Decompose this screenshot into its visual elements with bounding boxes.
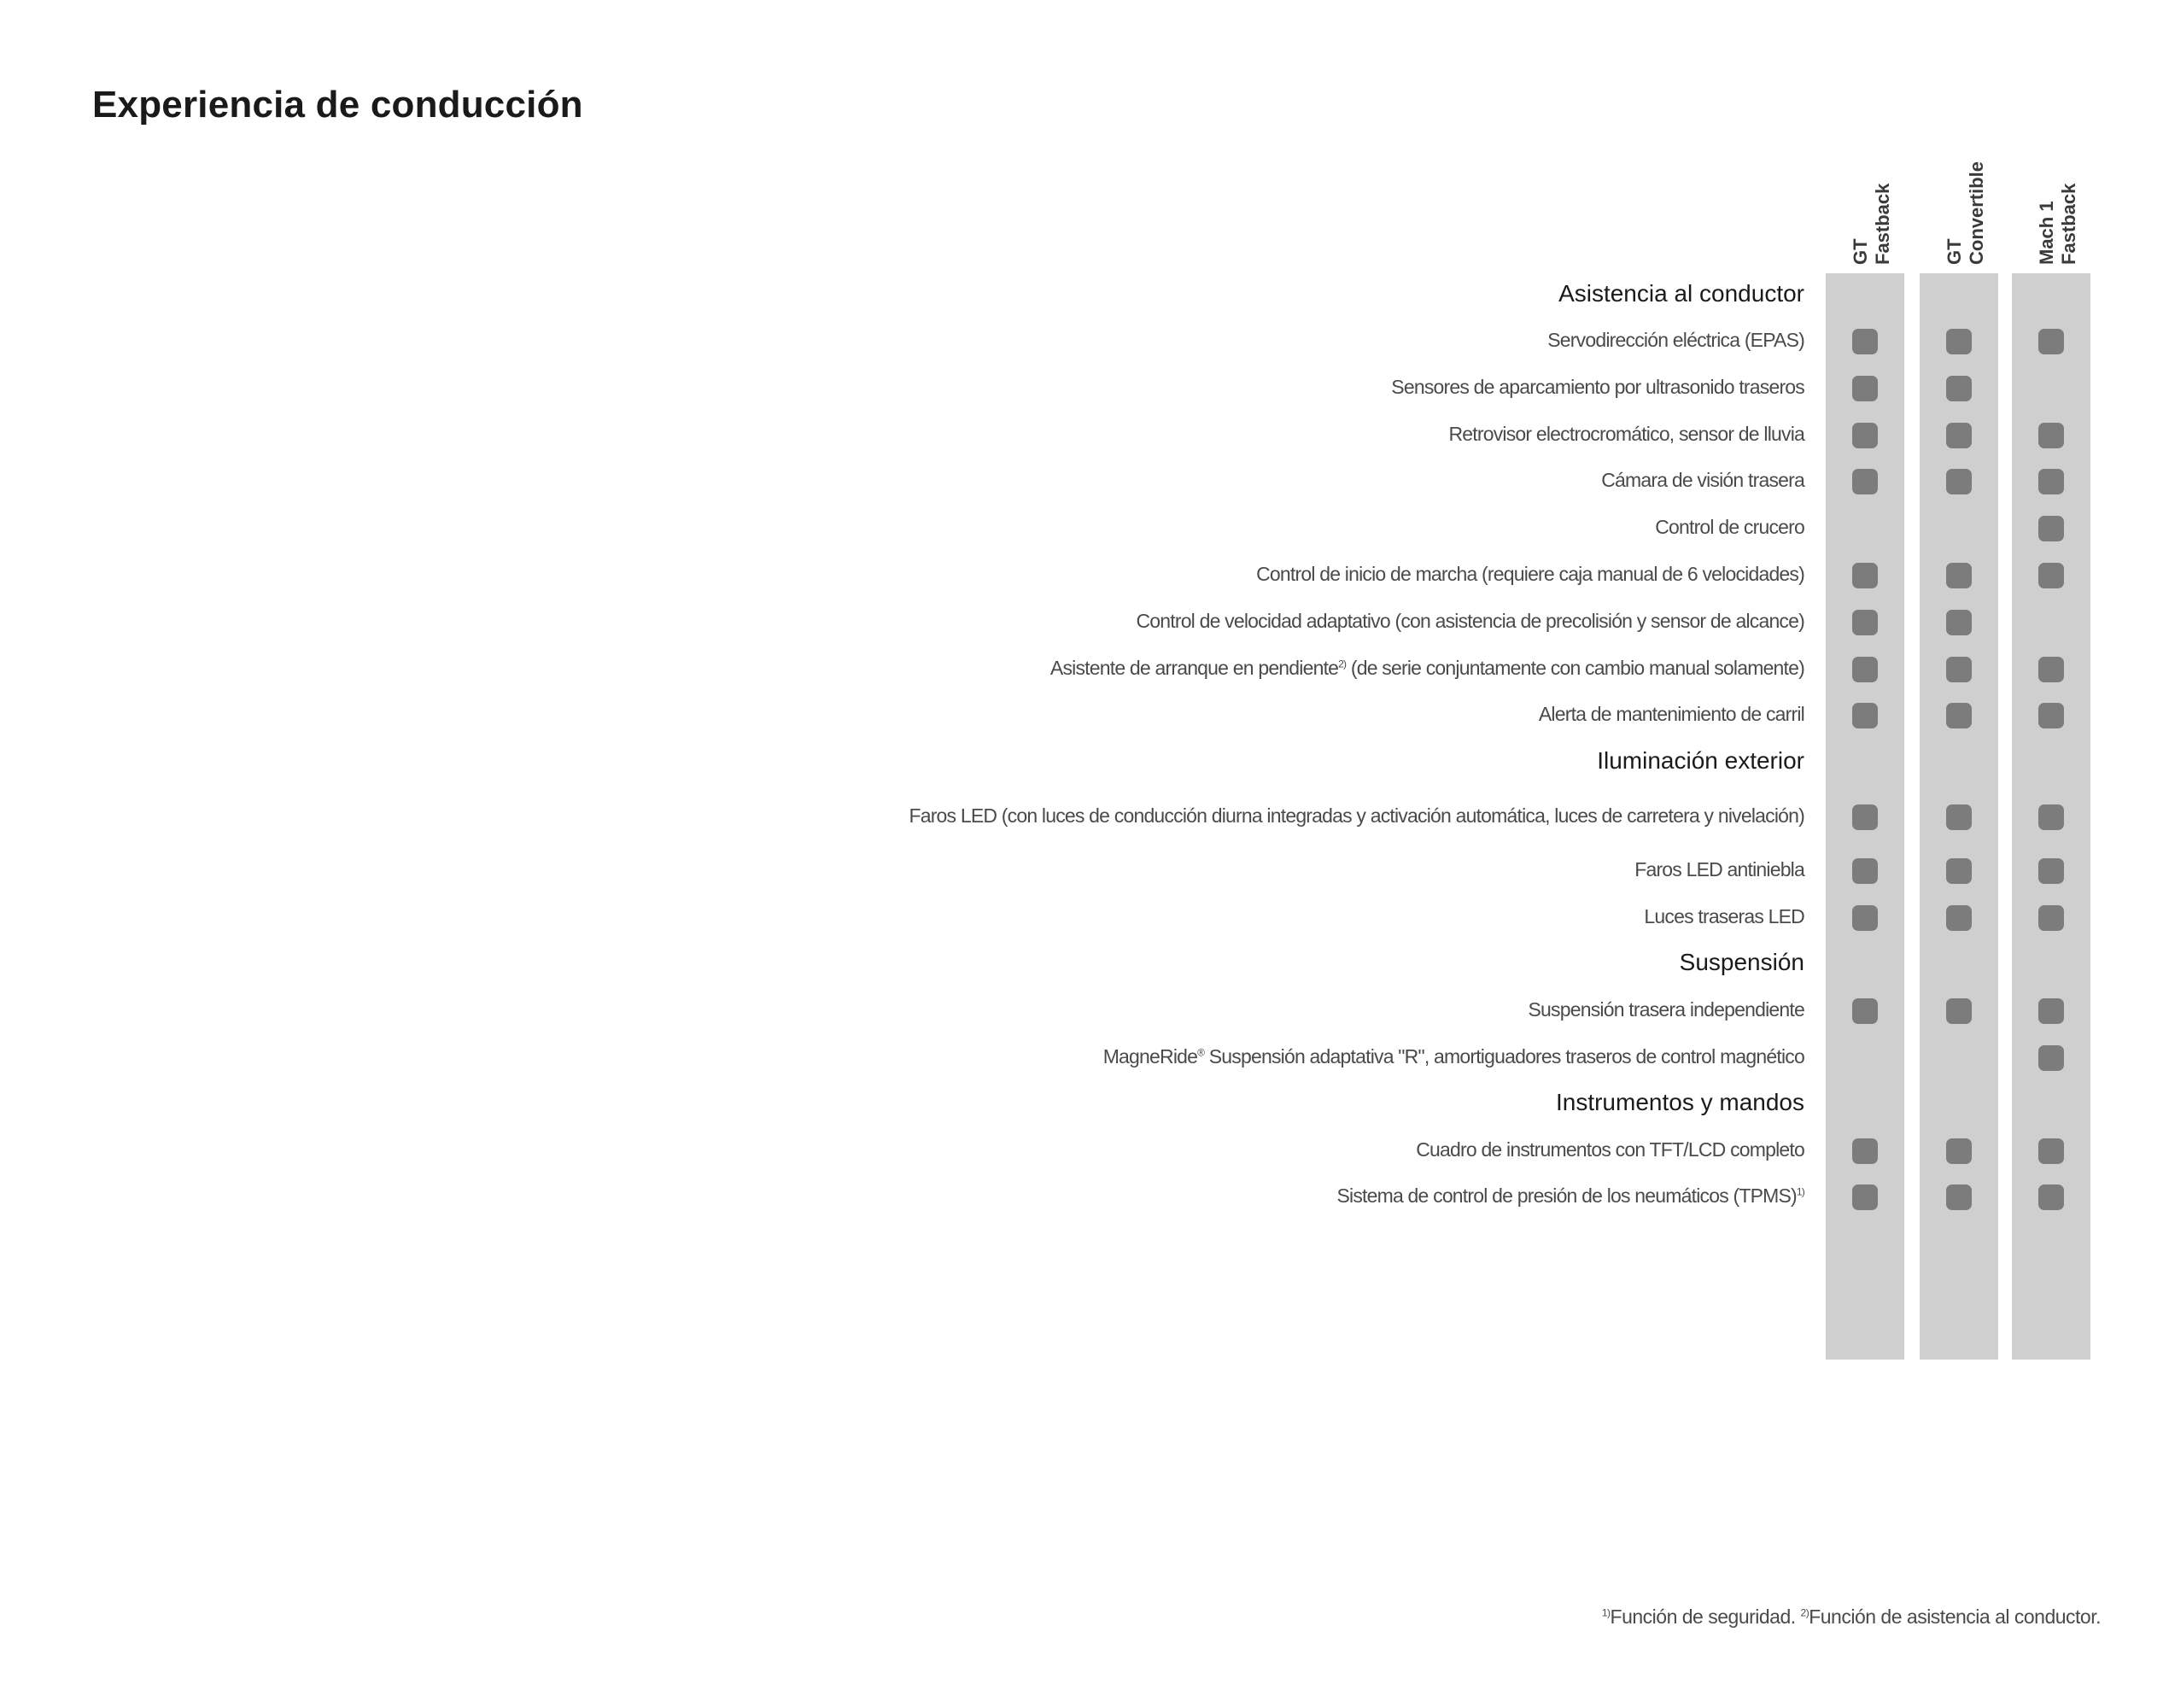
availability-marker-col-2: [1946, 703, 1972, 728]
section-heading: Suspensión: [1679, 949, 1804, 975]
availability-marker-col-3: [2038, 516, 2064, 541]
availability-marker-col-1: [1852, 469, 1878, 494]
availability-marker-col-3: [2038, 998, 2064, 1024]
availability-marker-col-3: [2038, 1138, 2064, 1164]
availability-marker-col-2: [1946, 1184, 1972, 1210]
footnote: [1602, 1606, 2101, 1629]
feature-label-superscript: 2): [1338, 658, 1347, 670]
column-header-line2: Fastback: [1872, 183, 1893, 265]
availability-marker-col-1: [1852, 610, 1878, 635]
feature-label-superscript: 1): [1796, 1185, 1804, 1198]
footnote-2-text: Función de asistencia al conductor.: [1809, 1606, 2101, 1628]
availability-marker-col-1: [1852, 329, 1878, 354]
availability-marker-col-1: [1852, 998, 1878, 1024]
feature-label-text: Cuadro de instrumentos con TFT/LCD completo: [1416, 1138, 1804, 1161]
availability-marker-col-2: [1946, 469, 1972, 494]
column-header-2: [1920, 94, 1998, 265]
column-header-line2: Convertible: [1966, 161, 1987, 265]
feature-label-text: Alerta de mantenimiento de carril: [1538, 703, 1804, 725]
footnote-1-mark: 1): [1601, 1606, 1611, 1619]
section-heading: Asistencia al conductor: [1558, 280, 1804, 307]
availability-marker-col-3: [2038, 563, 2064, 588]
feature-label: [1655, 516, 1804, 539]
column-header-line1: GT: [1850, 238, 1871, 265]
availability-marker-col-3: [2038, 329, 2064, 354]
availability-marker-col-1: [1852, 1184, 1878, 1210]
availability-marker-col-1: [1852, 563, 1878, 588]
availability-marker-col-3: [2038, 1045, 2064, 1071]
feature-label: [1547, 329, 1804, 352]
feature-label: [1336, 1184, 1804, 1208]
availability-marker-col-1: [1852, 858, 1878, 884]
feature-label: [1050, 657, 1804, 680]
footnote-1-text: Función de seguridad.: [1610, 1606, 1796, 1628]
feature-label-text: Asistente de arranque en pendiente: [1049, 657, 1339, 679]
feature-label-superscript: ®: [1197, 1046, 1205, 1059]
feature-label-text: Cámara de visión trasera: [1601, 469, 1804, 491]
feature-label: [1529, 998, 1805, 1021]
feature-label-text: Luces traseras LED: [1644, 905, 1804, 927]
availability-marker-col-1: [1852, 905, 1878, 931]
feature-label: [1256, 563, 1804, 586]
feature-label-text: Servodirección eléctrica (EPAS): [1547, 329, 1804, 351]
feature-label: [1539, 703, 1804, 726]
feature-label: [1601, 469, 1804, 492]
availability-marker-col-2: [1946, 905, 1972, 931]
availability-marker-col-3: [2038, 804, 2064, 830]
availability-marker-col-2: [1946, 376, 1972, 401]
feature-label-text: Faros LED (con luces de conducción diurna integradas y activación automática, luces de carretera y nivelación): [909, 804, 1804, 827]
page-title: Experiencia de conducción: [92, 84, 583, 126]
availability-marker-col-2: [1946, 1138, 1972, 1164]
feature-label-text: Control de velocidad adaptativo (con asistencia de precolisión y sensor de alcance): [1136, 610, 1804, 632]
column-header-line1: Mach 1: [2036, 201, 2057, 265]
availability-marker-col-1: [1852, 376, 1878, 401]
availability-marker-col-3: [2038, 657, 2064, 682]
availability-marker-col-3: [2038, 858, 2064, 884]
column-header-3: [2012, 94, 2090, 265]
feature-label-text: Faros LED antiniebla: [1634, 858, 1804, 880]
availability-marker-col-2: [1946, 563, 1972, 588]
column-header-line1: GT: [1944, 238, 1965, 265]
feature-label-text: Retrovisor electrocromático, sensor de lluvia: [1448, 423, 1804, 445]
feature-label: [1448, 423, 1804, 446]
availability-marker-col-3: [2038, 423, 2064, 448]
section-heading: Iluminación exterior: [1597, 747, 1804, 774]
availability-marker-col-3: [2038, 469, 2064, 494]
feature-label-suffix: (de serie conjuntamente con cambio manual solamente): [1346, 657, 1804, 679]
availability-marker-col-1: [1852, 1138, 1878, 1164]
availability-marker-col-2: [1946, 998, 1972, 1024]
feature-label-text: Control de crucero: [1655, 516, 1804, 538]
footnote-2-mark: 2): [1800, 1606, 1809, 1619]
availability-marker-col-3: [2038, 1184, 2064, 1210]
feature-label-text: Control de inicio de marcha (requiere caja manual de 6 velocidades): [1256, 563, 1804, 585]
availability-marker-col-2: [1946, 804, 1972, 830]
availability-marker-col-1: [1852, 657, 1878, 682]
availability-marker-col-2: [1946, 423, 1972, 448]
availability-marker-col-2: [1946, 329, 1972, 354]
feature-label: [1644, 905, 1804, 928]
feature-label-text: MagneRide: [1102, 1045, 1198, 1068]
feature-label-text: Sistema de control de presión de los neumáticos (TPMS): [1336, 1184, 1797, 1207]
feature-label: [1136, 610, 1804, 633]
feature-label: [1391, 376, 1804, 399]
availability-marker-col-1: [1852, 804, 1878, 830]
section-heading: Instrumentos y mandos: [1555, 1089, 1804, 1115]
feature-label-suffix: Suspensión adaptativa "R", amortiguadores traseros de control magnético: [1204, 1045, 1804, 1068]
availability-marker-col-3: [2038, 905, 2064, 931]
availability-marker-col-2: [1946, 657, 1972, 682]
feature-label: [1634, 858, 1804, 881]
feature-label: [909, 804, 1804, 828]
availability-marker-col-1: [1852, 703, 1878, 728]
availability-marker-col-2: [1946, 610, 1972, 635]
availability-marker-col-1: [1852, 423, 1878, 448]
column-header-line2: Fastback: [2058, 183, 2079, 265]
feature-label: [1103, 1045, 1804, 1068]
feature-label-text: Sensores de aparcamiento por ultrasonido traseros: [1391, 376, 1804, 398]
feature-label: [1416, 1138, 1804, 1161]
column-header-1: [1826, 94, 1904, 265]
availability-marker-col-2: [1946, 858, 1972, 884]
feature-label-text: Suspensión trasera independiente: [1528, 998, 1804, 1021]
availability-marker-col-3: [2038, 703, 2064, 728]
